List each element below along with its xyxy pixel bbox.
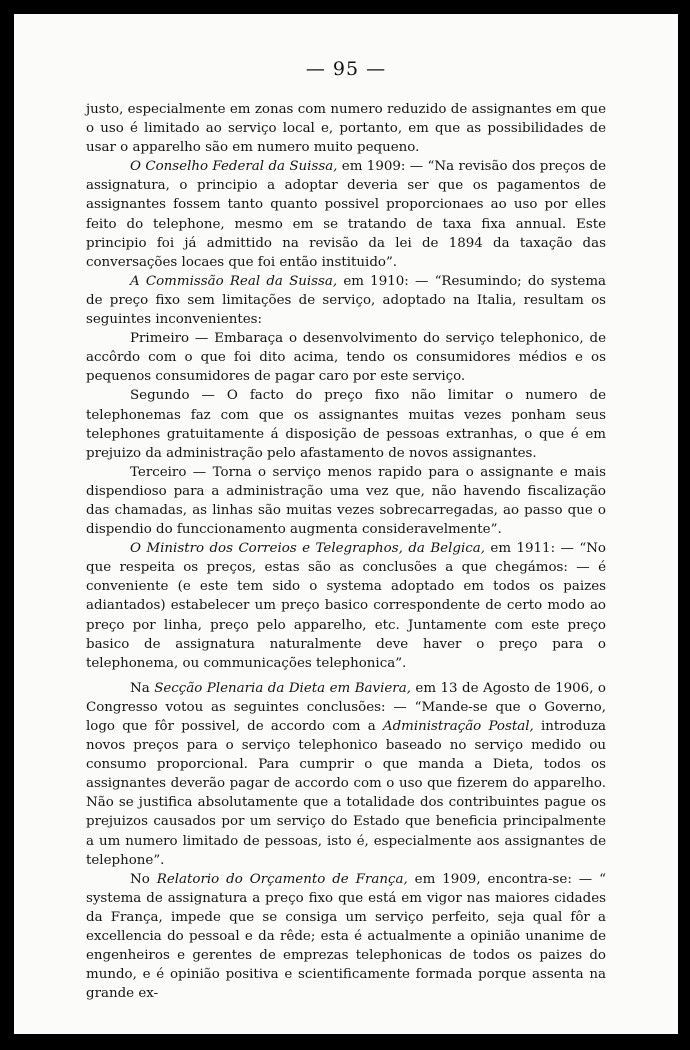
text-run: em 1911: — “No que respeita os preços, estas são as conclusões a que chegámos: — é conveniente (e este tem sido o systema adoptado em todos os paizes adiantados) estabelecer um preço basico correspondente de certo modo ao preço por linha, preço pelo apparelho, etc. Juntamente com este preço basico de assignatura naturalmente deve haver o preço para o telephonema, ou communicações telephonica”. — [86, 541, 606, 671]
page-number: — 95 — — [305, 58, 387, 80]
italic-text: O Conselho Federal da Suissa, — [130, 159, 338, 175]
paragraph — [86, 679, 606, 870]
paragraph — [86, 272, 606, 329]
paragraph — [86, 329, 606, 386]
text-run: introduza novos preços para o serviço telephonico baseado no serviço medido ou consumo proporcional. Para cumprir o que manda a Dieta, todos os assignantes deverão pagar de accordo com o uso que fizerem do apparelho. Não se justifica absolutamente que a totalidade dos contribuintes pague os prejuizos causados por um serviço do Estado que beneficia principalmente a um numero limitado de pessoas, isto é, especialmente aos assignantes de telephone”. — [86, 719, 607, 868]
text-run: justo, especialmente em zonas com numero reduzido de assignantes em que o uso é limitado ao serviço local e, portanto, em que as possibilidades de usar o apparelho são em numero muito pequeno. — [86, 102, 606, 156]
paragraph — [86, 157, 606, 272]
text-run: Terceiro — Torna o serviço menos rapido para o assignante e mais dispendioso para a administração uma vez que, não havendo fiscalização das chamadas, as linhas são muitas vezes sobrecarregadas, ao passo que o dispendio do funccionamento augmenta consideravelmente”. — [86, 464, 606, 538]
text-run: em 13 de Agosto de 1906, o Congresso votou as seguintes conclusões: — “Mande-se que o Governo, logo que fôr possivel, de accordo com a — [86, 680, 606, 734]
text-run: No — [130, 871, 157, 887]
paragraph — [86, 463, 606, 539]
text-run: em 1909, encontra-se: — “ systema de assignatura a preço fixo que está em vigor nas maiores cidades da França, impede que se consiga um serviço perfeito, seja qual fôr a excellencia do pessoal e da rêde; esta é actualmente a opinião unanime de engenheiros e gerentes de emprezas telephonicas de todos os paizes do mundo, e é opinião positiva e scientificamente formada porque assenta na grande ex- — [86, 871, 606, 1002]
text-run: Na — [130, 680, 155, 696]
text-run: em 1910: — “Resumindo; do systema de preço fixo sem limitações de serviço, adoptado na Italia, resultam os seguintes inconvenientes: — [86, 273, 606, 328]
italic-text: Relatorio do Orçamento de França, — [156, 871, 408, 887]
italic-text: Secção Plenaria da Dieta em Baviera, — [154, 680, 411, 696]
italic-text: A Commissão Real da Suissa, — [130, 273, 338, 289]
italic-text: Administração Postal, — [382, 719, 534, 734]
paragraph — [86, 870, 606, 1004]
italic-text: O Ministro dos Correios e Telegraphos, da Belgica, — [130, 541, 485, 557]
paragraph — [86, 386, 606, 462]
paragraph — [86, 539, 606, 673]
text-run: em 1909: — “Na revisão dos preços de assignatura, o principio a adoptar deveria ser que os pagamentos de assignantes fossem tanto quanto possivel proporcionaes ao uso por elles feito do telephone, mesmo em se tratando de taxa fixa annual. Este principio foi já admittido na revisão da lei de 1894 da taxação das conversações locaes que foi então instituido”. — [86, 159, 606, 270]
body-text — [86, 100, 606, 1003]
text-run: Segundo — O facto do preço fixo não limitar o numero de telephonemas faz com que os assignantes muitas vezes ponham seus telephones gratuitamente á disposição de pessoas extranhas, o que é em prejuizo da administração pelo afastamento de novos assignantes. — [86, 388, 606, 461]
scanned-page — [14, 14, 678, 1034]
text-run: Primeiro — Embaraça o desenvolvimento do serviço telephonico, de accôrdo com o que foi dito acima, tendo os consumidores médios e os pequenos consumidores de pagar caro por este serviço. — [86, 331, 606, 385]
paragraph — [86, 100, 606, 157]
